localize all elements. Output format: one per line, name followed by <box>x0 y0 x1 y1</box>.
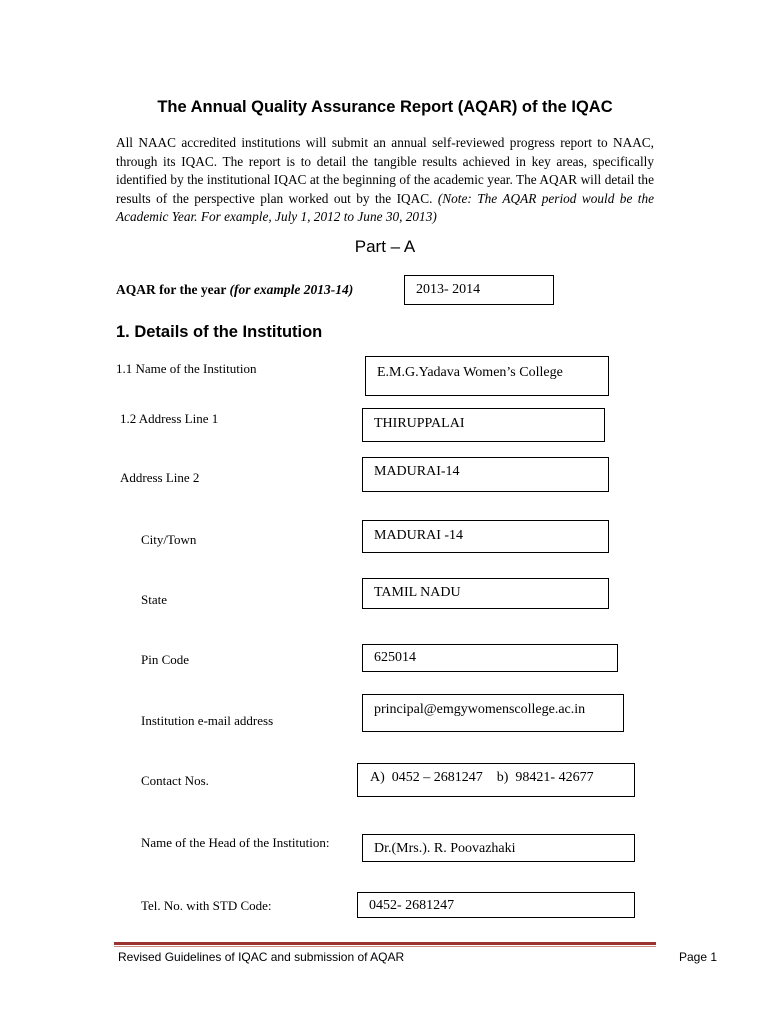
address-line2-label: Address Line 2 <box>120 470 200 485</box>
email-field[interactable]: principal@emgywomenscollege.ac.in <box>362 694 624 732</box>
pin-code-field[interactable]: 625014 <box>362 644 618 672</box>
contact-label: Contact Nos. <box>141 773 209 788</box>
state-label: State <box>141 592 167 607</box>
head-label: Name of the Head of the Institution: <box>141 835 330 850</box>
document-title: The Annual Quality Assurance Report (AQAR) of the IQAC <box>157 98 613 116</box>
state-field[interactable]: TAMIL NADU <box>362 578 609 609</box>
intro-paragraph <box>116 134 654 227</box>
email-label: Institution e-mail address <box>141 713 274 728</box>
address-line1-field[interactable]: THIRUPPALAI <box>362 408 605 442</box>
tel-label: Tel. No. with STD Code: <box>141 898 272 913</box>
city-field[interactable]: MADURAI -14 <box>362 520 609 553</box>
institution-name-field[interactable]: E.M.G.Yadava Women’s College <box>365 356 609 396</box>
tel-field[interactable]: 0452- 2681247 <box>357 892 635 918</box>
address-line2-field[interactable]: MADURAI-14 <box>362 457 609 492</box>
institution-name-label: 1.1 Name of the Institution <box>116 361 257 376</box>
section-heading: 1. Details of the Institution <box>116 323 323 341</box>
contact-field[interactable]: A) 0452 – 2681247 b) 98421- 42677 <box>357 763 635 797</box>
footer-rule <box>114 942 656 945</box>
pin-code-label: Pin Code <box>141 652 190 667</box>
footer-rule-thin <box>114 946 656 947</box>
aqar-year-field[interactable]: 2013- 2014 <box>404 275 554 305</box>
footer-text: Revised Guidelines of IQAC and submission of AQAR <box>118 950 405 964</box>
city-label: City/Town <box>141 532 197 547</box>
page-number: Page 1 <box>679 950 718 964</box>
head-field[interactable]: Dr.(Mrs.). R. Poovazhaki <box>362 834 635 862</box>
address-line1-label: 1.2 Address Line 1 <box>120 411 219 426</box>
intro-note: (Note: The AQAR period would be the Academic Year. For example, July 1, 2012 to June 30, 2013) <box>116 190 655 225</box>
aqar-year-label <box>116 282 353 298</box>
aqar-year-example: (for example 2013-14) <box>229 282 354 297</box>
intro-text: All NAAC accredited institutions will submit an annual self-reviewed progress report to NAAC, through its IQAC. The report is to detail the tangible results achieved in key areas, specifically identified by the institutional IQAC at the beginning of the academic year. The AQAR will detail the results of the perspective plan worked out by the IQAC. <box>116 135 654 206</box>
aqar-year-label-text: AQAR for the year <box>116 282 227 297</box>
part-heading: Part – A <box>354 237 416 256</box>
